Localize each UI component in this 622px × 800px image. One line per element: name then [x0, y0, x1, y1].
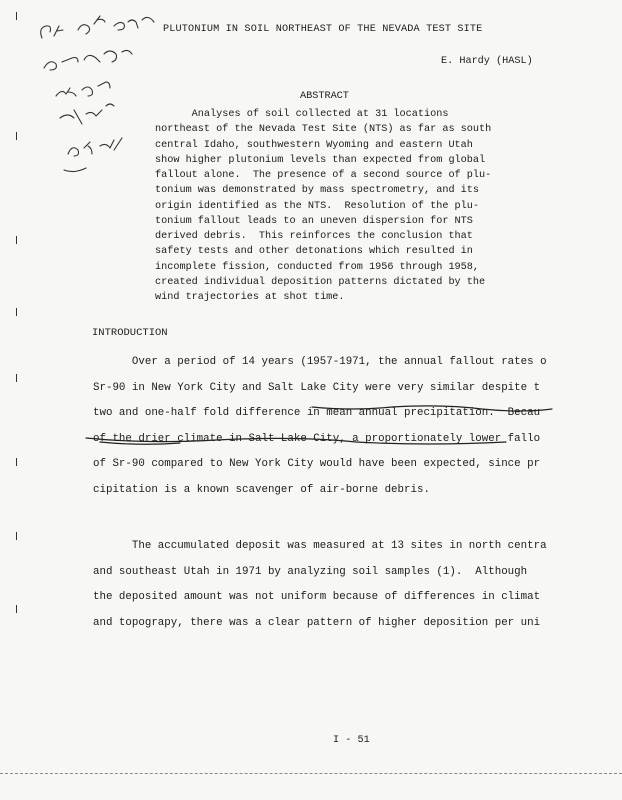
scan-margin-mark [16, 532, 21, 540]
body-line: cipitation is a known scavenger of air-borne debris. [93, 483, 430, 496]
scan-margin-mark [16, 12, 21, 20]
scan-margin-mark [16, 605, 21, 613]
body-line: and topograpy, there was a clear pattern of higher deposition per uni [93, 616, 541, 629]
body-line: two and one-half fold difference in mean annual precipitation. Becau [93, 407, 541, 420]
abstract-line: central Idaho, southwestern Wyoming and eastern Utah [155, 139, 473, 151]
scan-margin-mark [16, 458, 21, 466]
scan-margin-mark [16, 374, 21, 382]
abstract-heading: ABSTRACT [300, 91, 349, 102]
body-line: of Sr-90 compared to New York City would have been expected, since pr [93, 458, 541, 471]
abstract-line: created individual deposition patterns dictated by the [155, 276, 486, 288]
scan-margin-mark [16, 308, 21, 316]
abstract-line: incomplete fission, conducted from 1956 through 1958, [155, 261, 480, 273]
abstract-line: wind trajectories at shot time. [155, 292, 345, 303]
body-line: the deposited amount was not uniform because of differences in climat [93, 591, 541, 604]
intro-paragraph-2 [93, 534, 622, 636]
abstract-line: derived debris. This reinforces the conclusion that [155, 231, 473, 242]
body-line: The accumulated deposit was measured at 13 sites in north centra [93, 540, 547, 552]
abstract-line: tonium fallout leads to an uneven dispersion for NTS [155, 215, 473, 227]
author-line: E. Hardy (HASL) [441, 56, 533, 67]
body-line: and southeast Utah in 1971 by analyzing soil samples (1). Although [93, 565, 528, 578]
abstract-line: fallout alone. The presence of a second source of plu- [155, 170, 492, 181]
handwritten-underline-icon [80, 404, 600, 464]
body-line: Over a period of 14 years (1957-1971, the annual fallout rates o [93, 356, 547, 368]
abstract-body [155, 107, 595, 305]
scan-margin-mark [16, 132, 21, 140]
scan-margin-mark [16, 236, 21, 244]
page-number: I - 51 [333, 735, 370, 746]
body-line: Sr-90 in New York City and Salt Lake City were very similar despite t [93, 381, 541, 394]
handwritten-note-icon [34, 10, 174, 180]
document-title: PLUTONIUM IN SOIL NORTHEAST OF THE NEVADA TEST SITE [163, 24, 483, 35]
abstract-line: show higher plutonium levels than expected from global [155, 154, 486, 166]
abstract-line: tonium was demonstrated by mass spectrometry, and its [155, 185, 480, 197]
abstract-line: origin identified as the NTS. Resolution of the plu- [155, 200, 480, 212]
abstract-line: northeast of the Nevada Test Site (NTS) as far as south [155, 124, 492, 136]
abstract-line: safety tests and other detonations which resulted in [155, 246, 473, 258]
scan-bottom-rule [0, 773, 622, 774]
introduction-heading: INTRODUCTION [92, 327, 168, 339]
abstract-line: Analyses of soil collected at 31 locations [155, 109, 449, 120]
body-line: of the drier climate in Salt Lake City, a proportionately lower fallo [93, 432, 541, 445]
